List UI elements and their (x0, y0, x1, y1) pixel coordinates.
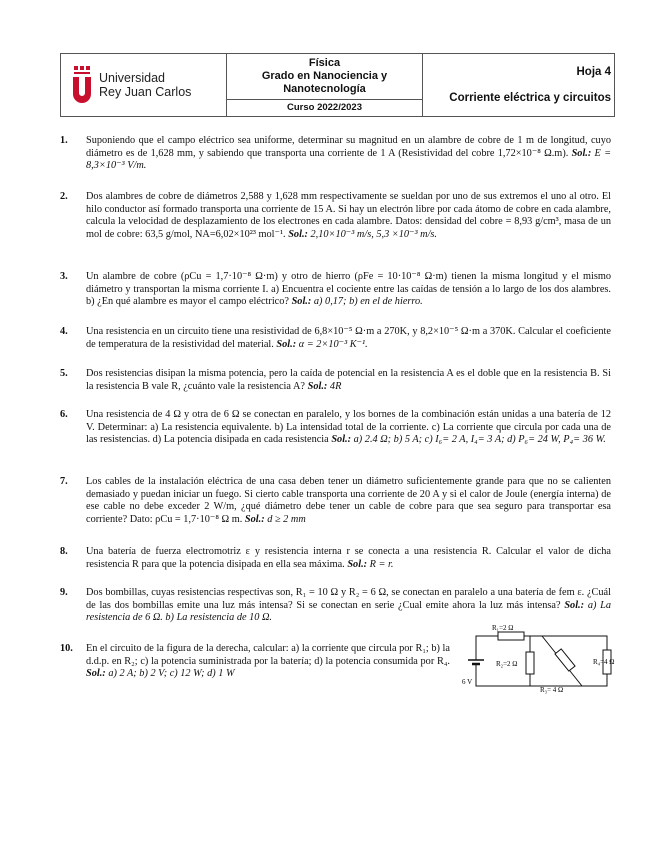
problem-4 (60, 326, 611, 351)
problem-1 (60, 135, 611, 173)
problem-9 (60, 587, 611, 625)
problem-number: 4. (60, 326, 68, 337)
solution-answer: a) 2 A; b) 2 V; c) 12 W; d) 1 W (108, 668, 235, 680)
logo-cell (61, 54, 227, 117)
problem-text: Dos alambres de cobre de diámetros 2,588 y 1,628 mm respectivamente se sueldan por uno de sus extremos el uno al otro. El hilo conductor así formado transporta una corriente de 15 A. Si hay un electrón libre por cada átomo de cobre en cada alambre, calcula la velocidad de desplazamiento de los electrones en cada alambre. Datos: densidad del cobre = 8,93 g/cm³, masa de un mol de cobre: 63,5 g/mol, NA=6,02×10²³ mol⁻¹. (86, 191, 611, 240)
problem-number: 9. (60, 587, 68, 598)
solution-answer: a) La resistencia de 6 Ω. b) La resistencia de 10 Ω. (86, 599, 612, 624)
degree-line1: Grado en Nanociencia y (261, 70, 388, 82)
degree-line2: Nanotecnología (283, 83, 366, 95)
solution-label: Sol.: (86, 668, 106, 680)
university-name-line1: Universidad (99, 71, 166, 85)
problem-3 (60, 271, 611, 309)
subject-title: Física (308, 57, 341, 69)
solution-answer: a) 2.4 Ω; b) 5 A; c) I₆= 2 A, I₄= 3 A; d) P₆= 24 W, P₄= 36 W. (353, 434, 606, 446)
r4-label: R₄=4 Ω (593, 658, 615, 666)
problem-number: 5. (60, 368, 68, 379)
r1-label: R₁=2 Ω (492, 624, 514, 632)
problem-number: 6. (60, 409, 68, 420)
course-year: Curso 2022/2023 (227, 99, 422, 113)
solution-answer: 4R (329, 380, 342, 392)
university-name-line2: Rey Juan Carlos (99, 85, 192, 99)
r2-resistor (526, 652, 534, 674)
problem-2 (60, 191, 611, 241)
solution-label: Sol.: (276, 338, 297, 350)
university-logo (61, 54, 226, 116)
problem-10 (60, 643, 450, 681)
r3-label: R₃= 4 Ω (540, 686, 564, 694)
problem-5 (60, 368, 611, 393)
solution-label: Sol.: (331, 434, 352, 446)
solution-answer: 2,10×10⁻³ m/s, 5,3 ×10⁻³ m/s. (310, 228, 438, 240)
solution-answer: E = 8,3×10⁻³ V/m. (86, 147, 612, 172)
problem-number: 3. (60, 271, 68, 282)
r3-resistor (555, 649, 575, 671)
solution-label: Sol.: (347, 558, 368, 570)
problem-text: Una batería de fuerza electromotriz ε y resistencia interna r se conecta a una resistencia R. Calcular el valor de dicha resistencia R para que la potencia disipada en ella sea máxima. (86, 546, 611, 570)
problem-number: 10. (60, 643, 73, 654)
problem-7 (60, 476, 611, 526)
sheet-cell (423, 54, 615, 117)
problem-text: Un alambre de cobre (ρCu = 1,7·10⁻⁸ Ω·m) y otro de hierro (ρFe = 10·10⁻⁸ Ω·m) tienen la misma longitud y el mismo diámetro y transportan la misma corriente I. a) Encuentra el cociente entre las caídas de tensión a lo largo de los dos alambres. b) ¿En qué alambre es mayor el campo eléctrico? (86, 271, 611, 308)
solution-answer: R = r. (369, 558, 394, 570)
solution-label: Sol.: (291, 296, 312, 308)
problem-text: Una resistencia en un circuito tiene una resistividad de 6,8×10⁻⁵ Ω·m a 270K, y 8,2×10⁻⁵ Ω·m a 370K. Calcular el coeficiente de temperatura de la resistividad del material. (86, 326, 611, 350)
problem-number: 2. (60, 191, 68, 202)
solution-answer: d ≥ 2 mm (267, 513, 306, 525)
solution-label: Sol.: (288, 228, 308, 240)
solution-answer: a) 0,17; b) en el de hierro. (313, 296, 423, 308)
solution-label: Sol.: (307, 380, 328, 392)
header-table (60, 53, 615, 117)
battery-label: 6 V (462, 678, 473, 686)
problem-6 (60, 409, 611, 447)
problem-text: Dos bombillas, cuyas resistencias respectivas son, R₁ = 10 Ω y R₂ = 6 Ω, se conectan en paralelo a una batería de fem ε. ¿Cuál de las dos bombillas emite una luz más intensa? Si se conectan en serie ¿Cual emite ahora la luz más intensa? (86, 587, 611, 611)
problem-number: 8. (60, 546, 68, 557)
r1-resistor (498, 632, 524, 640)
problem-number: 7. (60, 476, 68, 487)
urjc-emblem-icon (71, 65, 93, 105)
solution-label: Sol.: (571, 147, 592, 159)
r2-label: R₂=2 Ω (496, 660, 518, 668)
solution-label: Sol.: (244, 513, 265, 525)
problem-text: Dos resistencias disipan la misma potencia, pero la caída de potencial en la resistencia A es el doble que en la resistencia B. Si la resistencia B vale R, ¿cuánto vale la resistencia A? (86, 368, 611, 392)
subject-cell (227, 54, 423, 117)
problem-text: En el circuito de la figura de la derecha, calcular: a) la corriente que circula por R₁; b) la d.d.p. en R₂; c) la potencia suministrada por la batería; d) la potencia consumida por R₄. (86, 643, 450, 667)
problem-8 (60, 546, 611, 571)
solution-label: Sol.: (564, 599, 585, 611)
problem-number: 1. (60, 135, 68, 146)
problem-text: Una resistencia de 4 Ω y otra de 6 Ω se conectan en paralelo, y los bornes de la combinación están unidas a una batería de 12 V. Determinar: a) La resistencia equivalente. b) La intensidad total de la corriente. c) La corriente que circula por cada una de las resistencias. d) La potencia disipada en cada resistencia (86, 409, 611, 446)
sheet-number: Hoja 4 (576, 66, 611, 78)
solution-answer: α = 2×10⁻³ K⁻¹. (298, 338, 368, 350)
circuit-diagram (462, 624, 622, 699)
problem-text: Suponiendo que el campo eléctrico sea uniforme, determinar su magnitud en un alambre de cobre de 1 m de longitud, cuyo diámetro es de 1,628 mm, y sabiendo que transporta una corriente de 1 A (Resistividad del cobre 1,72×10⁻⁸ Ω.m). (86, 135, 611, 159)
sheet-topic: Corriente eléctrica y circuitos (449, 92, 611, 104)
problem-text: Los cables de la instalación eléctrica de una casa deben tener un diámetro suficientemente grande para que no se calienten demasiado y puedan iniciar un fuego. Si cierto cable transporta una corriente de 20 A y si el calor de Joule (energía interna) de ese cable no debe exceder 2 W/m, ¿qué diámetro debe tener un cable de cobre para que sea seguro para transportar esa corriente? Dato: ρCu = 1,7·10⁻⁸ Ω m. (86, 476, 611, 525)
